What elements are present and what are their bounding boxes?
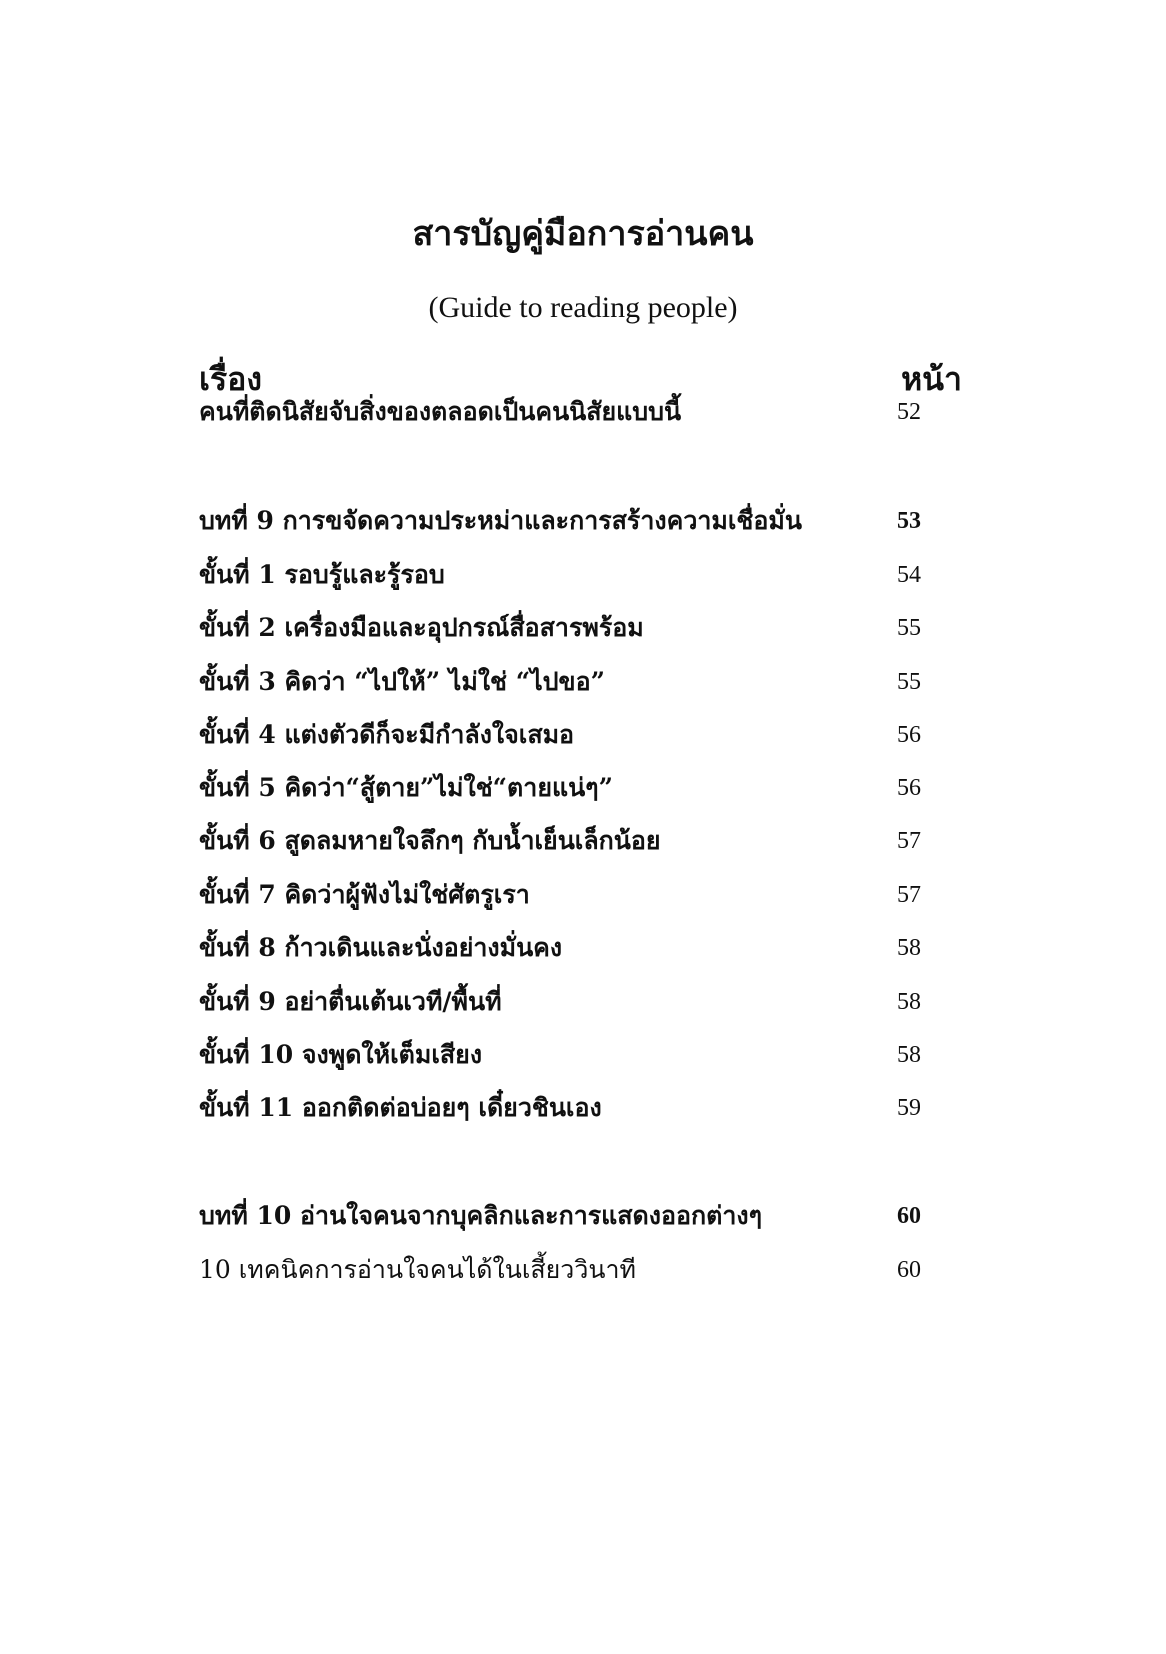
- toc-entry-page: 60: [897, 1257, 921, 1283]
- toc-entry-label: 10 เทคนิคการอ่านใจคนได้ในเสี้ยววินาที: [199, 1255, 636, 1284]
- toc-entry-label: ขั้นที่ 4 แต่งตัวดีก็จะมีกำลังใจเสมอ: [199, 720, 575, 749]
- toc-entry: [199, 712, 939, 758]
- toc-entry: [199, 1032, 939, 1078]
- toc-entry: [199, 1247, 939, 1293]
- toc-entry: [199, 659, 939, 705]
- toc-entry-label: ขั้นที่ 2 เครื่องมือและอุปกรณ์สื่อสารพร้อม: [199, 613, 644, 642]
- toc-entry-page: 58: [897, 989, 921, 1015]
- toc-chapter: [199, 1193, 939, 1239]
- toc-entry-label: ขั้นที่ 11 ออกติดต่อบ่อยๆ เดี๋ยวชินเอง: [199, 1093, 602, 1122]
- toc-chapter-label: บทที่ 10 อ่านใจคนจากบุคลิกและการแสดงออกต่างๆ: [199, 1201, 763, 1230]
- toc-entry-label: ขั้นที่ 1 รอบรู้และรู้รอบ: [199, 560, 445, 589]
- toc-entry-label: ขั้นที่ 6 สูดลมหายใจลึกๆ กับน้ำเย็นเล็กน้อย: [199, 826, 661, 855]
- toc-chapter-page: 60: [897, 1203, 921, 1229]
- toc-entry: [199, 1085, 939, 1131]
- toc-entry: [199, 552, 939, 598]
- toc-entry-page: 59: [897, 1095, 921, 1121]
- toc-entry-page: 57: [897, 828, 921, 854]
- toc-entry-label: ขั้นที่ 3 คิดว่า “ไปให้” ไม่ใช่ “ไปขอ”: [199, 667, 606, 696]
- toc-entry: [199, 979, 939, 1025]
- toc-entry-label: ขั้นที่ 9 อย่าตื่นเต้นเวที/พื้นที่: [199, 987, 502, 1016]
- toc-entry-page: 55: [897, 669, 921, 695]
- toc-entry-label: ขั้นที่ 7 คิดว่าผู้ฟังไม่ใช่ศัตรูเรา: [199, 880, 530, 909]
- page-subtitle: (Guide to reading people): [428, 291, 738, 324]
- toc-entry-page: 56: [897, 775, 921, 801]
- toc-chapter-page: 53: [897, 508, 921, 534]
- toc-entry-page: 55: [897, 615, 921, 641]
- toc-entry-page: 58: [897, 1042, 921, 1068]
- toc-entry-page: 56: [897, 722, 921, 748]
- column-header-page: หน้า: [901, 360, 962, 398]
- toc-entry-label: ขั้นที่ 5 คิดว่า“สู้ตาย”ไม่ใช่“ตายแน่ๆ”: [199, 773, 613, 802]
- toc-entry: [199, 818, 939, 864]
- toc-entry: [199, 605, 939, 651]
- toc-entry: [199, 389, 939, 435]
- toc-entry-page: 52: [897, 399, 921, 425]
- toc-entry-page: 58: [897, 935, 921, 961]
- toc-chapter: [199, 498, 939, 544]
- toc-entry-page: 57: [897, 882, 921, 908]
- toc-chapter-label: บทที่ 9 การขจัดความประหม่าและการสร้างความเชื่อมั่น: [199, 506, 802, 535]
- toc-entry: [199, 872, 939, 918]
- toc-entry-label: คนที่ติดนิสัยจับสิ่งของตลอดเป็นคนนิสัยแบบนี้: [199, 397, 682, 426]
- column-header-topic: เรื่อง: [199, 360, 262, 398]
- toc-entry-label: ขั้นที่ 8 ก้าวเดินและนั่งอย่างมั่นคง: [199, 933, 563, 962]
- toc-entry-page: 54: [897, 562, 921, 588]
- toc-entry: [199, 925, 939, 971]
- page-title: สารบัญคู่มือการอ่านคน: [412, 214, 754, 254]
- toc-entry: [199, 765, 939, 811]
- toc-entry-label: ขั้นที่ 10 จงพูดให้เต็มเสียง: [199, 1040, 483, 1069]
